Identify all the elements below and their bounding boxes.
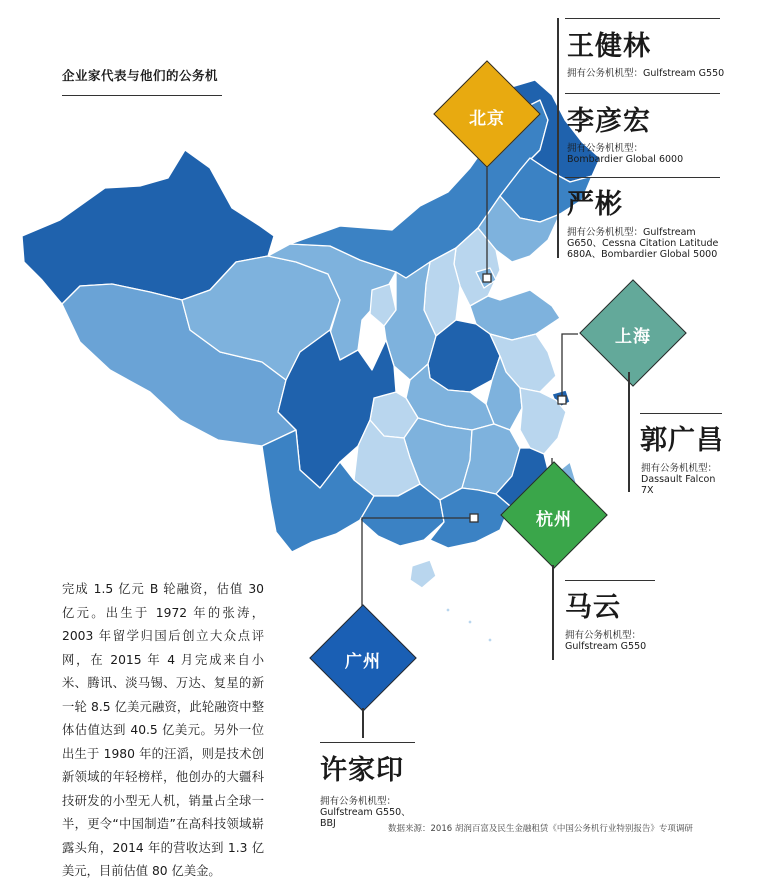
- person-name-li: 李彦宏: [567, 106, 651, 137]
- person-name-wang: 王健林: [567, 31, 651, 62]
- person-plane-ma-1: 拥有公务机机型：: [565, 630, 642, 641]
- person-plane-li-2: Bombardier Global 6000: [567, 154, 684, 165]
- shanghai-column-rule: [628, 372, 630, 492]
- person-name-yan: 严彬: [567, 189, 623, 220]
- person-plane-guo-2: Dassault Falcon: [641, 474, 716, 485]
- guangzhou-label: 广州: [345, 652, 381, 672]
- person-plane-yan-3: 680A、Bombardier Global 5000: [567, 249, 718, 260]
- person-plane-xu-2: Gulfstream G550、: [320, 807, 411, 818]
- person-plane-ma-2: Gulfstream G550: [565, 641, 647, 652]
- shanghai-label: 上海: [615, 327, 651, 347]
- person-plane-li-1: 拥有公务机机型：: [567, 143, 644, 154]
- person-name-ma: 马云: [565, 592, 621, 623]
- person-plane-yan-1: 拥有公务机机型：Gulfstream: [567, 227, 696, 238]
- person-plane-xu-1: 拥有公务机机型：: [320, 796, 397, 807]
- data-source: 数据来源：2016 胡润百富及民生金融租赁《中国公务机行业特别报告》专项调研: [388, 824, 693, 834]
- province-hainan: [410, 560, 436, 588]
- person-plane-yan-2: G650、Cessna Citation Latitude: [567, 238, 719, 249]
- hangzhou-column-rule: [552, 565, 554, 660]
- person-name-xu: 许家印: [320, 755, 404, 786]
- ma-rule: [565, 580, 655, 581]
- xu-rule: [320, 742, 415, 743]
- guangzhou-column-rule: [362, 708, 364, 738]
- guo-rule: [640, 413, 722, 414]
- beijing-marker: [483, 274, 491, 282]
- wang-rule: [565, 18, 720, 19]
- yan-rule: [565, 177, 720, 178]
- person-name-guo: 郭广昌: [640, 425, 724, 456]
- person-plane-xu-3: BBJ: [320, 818, 336, 829]
- page-title: 企业家代表与他们的公务机: [62, 68, 219, 83]
- person-plane-wang: 拥有公务机机型：Gulfstream G550: [567, 68, 725, 79]
- person-plane-guo-1: 拥有公务机机型：: [641, 463, 718, 474]
- beijing-label: 北京: [469, 109, 505, 129]
- guangzhou-marker: [470, 514, 478, 522]
- hangzhou-label: 杭州: [536, 510, 572, 530]
- person-plane-guo-3: 7X: [641, 485, 654, 496]
- beijing-column-rule: [557, 18, 559, 258]
- shanghai-marker: [558, 396, 566, 404]
- article-paragraph: 完成 1.5 亿元 B 轮融资，估值 30 亿元。出生于 1972 年的张涛，2003 年留学归国后创立大众点评网，在 2015 年 4 月完成来自小米、腾讯、淡马锡、万达、复星的新一轮 8.5 亿美元融资，此轮融资中整体估值达到 40.5 亿美元。另外一位出生于 1980 年的汪滔，则是技术创新领域的年轻榜样，他创办的大疆科技研发的小型无人机，销量占全球一半，更令“中国制造”在高科技领域崭露头角，2014 年的营收达到 1.3 亿美元，目前估值 80 亿美金。: [62, 582, 264, 878]
- li-rule: [565, 93, 720, 94]
